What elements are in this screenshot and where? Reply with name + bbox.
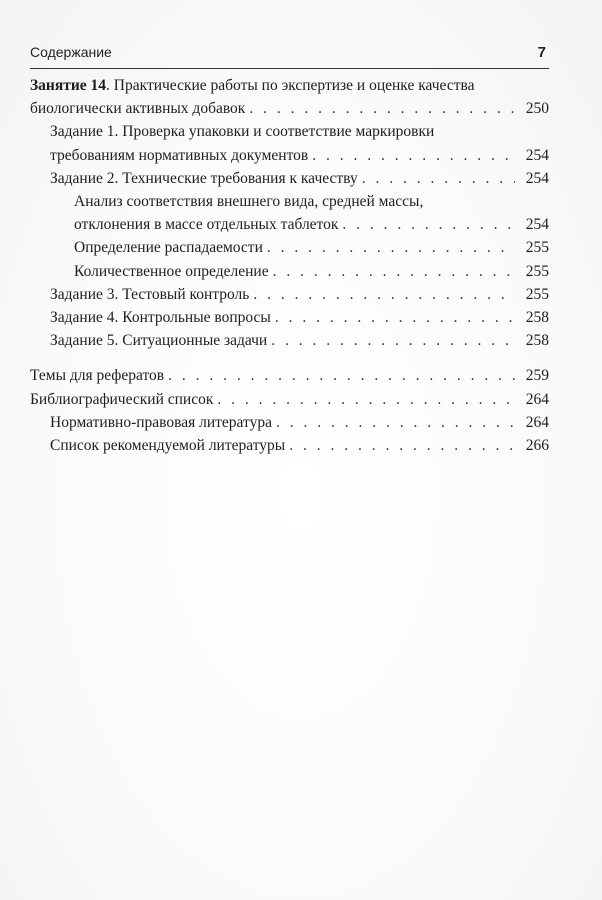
header-rule: [30, 68, 549, 69]
toc-page-number: 254: [525, 216, 549, 234]
toc-entry-task3: [30, 283, 549, 306]
toc-page-number: 255: [525, 285, 549, 303]
toc-page-number: 255: [525, 262, 549, 280]
toc-page-number: 259: [525, 367, 549, 385]
toc-entry-text: Нормативно-правовая литература: [50, 413, 272, 431]
toc-entry-task2: [30, 167, 549, 190]
toc-entry-bibliography: [30, 388, 549, 411]
toc-entry-task4: [30, 306, 549, 329]
toc-page-number: 254: [525, 169, 549, 187]
toc-entry-text: Задание 3. Тестовый контроль: [50, 285, 250, 303]
dot-leader: [267, 236, 515, 259]
dot-leader: [312, 144, 515, 167]
toc-entry-text: Библиографический список: [30, 390, 214, 408]
page-number: 7: [537, 44, 546, 61]
dot-leader: [249, 97, 515, 120]
toc-entry-lesson14: [30, 97, 549, 120]
toc-entry-recommended: [30, 434, 549, 457]
toc-page-number: 258: [525, 309, 549, 327]
toc-entry-appearance-line1: Анализ соответствия внешнего вида, средней массы,: [74, 193, 424, 211]
toc-entry-quantitative: [30, 260, 549, 283]
toc-entry-text: Задание 4. Контрольные вопросы: [50, 309, 271, 327]
toc-entry-appearance: [30, 213, 549, 236]
toc-page-number: 258: [525, 332, 549, 350]
toc-page-number: 250: [525, 100, 549, 118]
dot-leader: [275, 306, 515, 329]
table-of-contents: [30, 74, 549, 457]
lesson-title-part1: . Практические работы по экспертизе и оценке качества: [106, 77, 475, 94]
toc-entry-text: требованиям нормативных документов: [50, 146, 309, 164]
dot-leader: [271, 329, 515, 352]
section-gap: [30, 352, 549, 364]
toc-entry-text: биологически активных добавок: [30, 100, 246, 118]
lesson-label: Занятие 14: [30, 77, 107, 94]
toc-entry-task5: [30, 329, 549, 352]
dot-leader: [362, 167, 515, 190]
dot-leader: [273, 260, 515, 283]
toc-entry-text: Определение распадаемости: [74, 239, 263, 257]
toc-entry-lesson14-line1: [30, 74, 549, 97]
dot-leader: [289, 434, 515, 457]
toc-entry-task1-line1: Задание 1. Проверка упаковки и соответствие маркировки: [50, 123, 435, 141]
dot-leader: [168, 364, 515, 387]
toc-entry-text: Задание 5. Ситуационные задачи: [50, 332, 268, 350]
toc-entry-text: Количественное определение: [74, 262, 269, 280]
dot-leader: [276, 411, 515, 434]
toc-entry-text: Список рекомендуемой литературы: [50, 437, 286, 455]
section-title: Содержание: [30, 44, 112, 60]
toc-page-number: 264: [525, 413, 549, 431]
toc-entry-disintegration: [30, 236, 549, 259]
toc-page-number: 264: [525, 390, 549, 408]
toc-entry-text: отклонения в массе отдельных таблеток: [74, 216, 339, 234]
toc-entry-text: Темы для рефератов: [30, 367, 165, 385]
toc-entry-task1: [30, 144, 549, 167]
dot-leader: [217, 388, 515, 411]
toc-page-number: 254: [525, 146, 549, 164]
toc-page-number: 255: [525, 239, 549, 257]
toc-page-number: 266: [525, 437, 549, 455]
dot-leader: [342, 213, 515, 236]
toc-entry-essays: [30, 364, 549, 387]
toc-entry-regulatory: [30, 411, 549, 434]
dot-leader: [253, 283, 515, 306]
toc-entry-text: Задание 2. Технические требования к качеству: [50, 169, 358, 187]
running-header: [30, 44, 546, 66]
